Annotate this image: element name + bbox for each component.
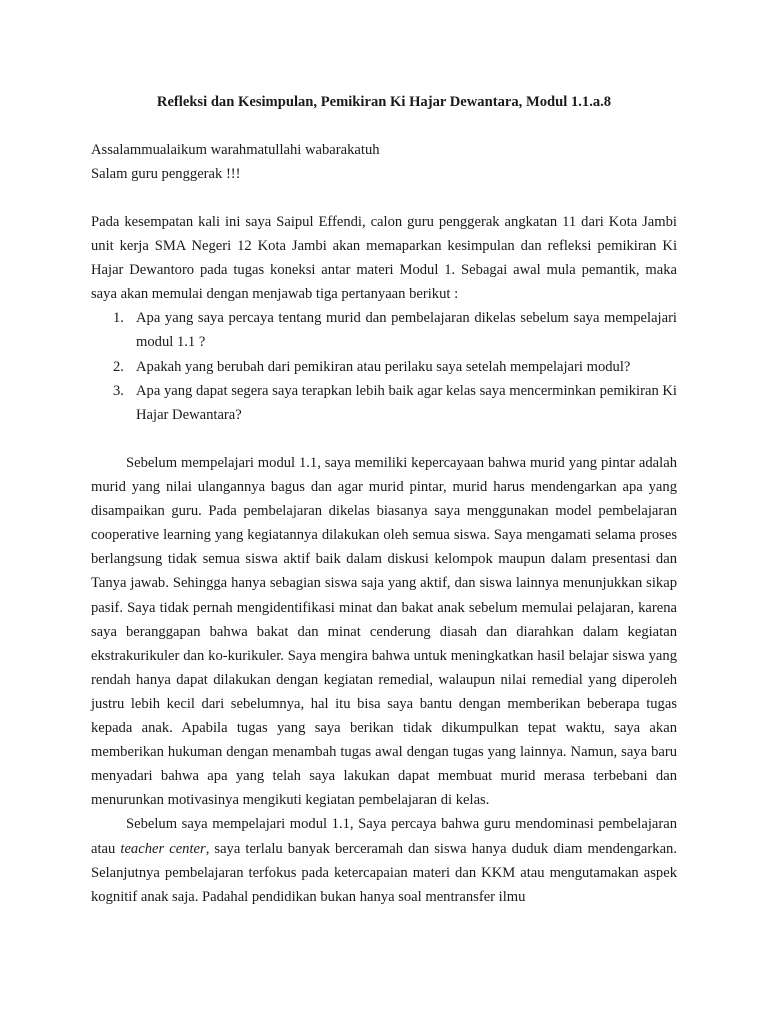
- list-item: [113, 355, 677, 379]
- paragraph-2-italic-term: teacher center: [120, 840, 206, 857]
- list-item: [113, 306, 677, 354]
- greeting-block: [91, 138, 677, 186]
- list-number: 2.: [113, 358, 124, 375]
- paragraph-2-text-before: Sebelum saya mempelajari modul 1.1, Saya percaya bahwa guru mendominasi pembelajaran atau: [91, 816, 677, 857]
- greeting-line-2: Salam guru penggerak !!!: [91, 166, 241, 183]
- body-paragraph-2: [91, 812, 677, 908]
- list-item-text: Apakah yang berubah dari pemikiran atau perilaku saya setelah mempelajari modul?: [136, 358, 631, 375]
- intro-section: [91, 210, 677, 427]
- list-item: [113, 379, 677, 427]
- list-number: 1.: [113, 310, 124, 327]
- question-list: [91, 306, 677, 426]
- list-item-text: Apa yang dapat segera saya terapkan lebih baik agar kelas saya mencerminkan pemikiran Ki Hajar Dewantara?: [136, 382, 677, 423]
- document-title: Refleksi dan Kesimpulan, Pemikiran Ki Hajar Dewantara, Modul 1.1.a.8: [156, 94, 612, 110]
- body-section: [91, 451, 677, 909]
- greeting-line-1: Assalammualaikum warahmatullahi wabarakatuh: [91, 142, 380, 158]
- paragraph-2-text-after: , saya terlalu banyak berceramah dan siswa hanya duduk diam mendengarkan. Selanjutnya pembelajaran terfokus pada ketercapaian materi dan KKM atau mengutamakan aspek kognitif anak saja. Padahal pendidikan bukan hanya soal mentransfer ilmu: [91, 840, 677, 905]
- body-paragraph-1: Sebelum mempelajari modul 1.1, saya memiliki kepercayaan bahwa murid yang pintar adalah murid yang nilai ulangannya bagus dan agar murid pintar, murid harus mendengarkan apa yang disampaikan guru. Pada pembelajaran dikelas biasanya saya menggunakan model pembelajaran cooperative learning yang kegiatannya dilakukan oleh semua siswa. Saya mengamati selama proses berlangsung tidak semua siswa aktif baik dalam diskusi kelompok maupun dalam presentasi dan Tanya jawab. Sehingga hanya sebagian siswa saja yang aktif, dan siswa lainnya menunjukkan sikap pasif. Saya tidak pernah mengidentifikasi minat dan bakat anak sebelum memulai pelajaran, karena saya beranggapan bahwa bakat dan minat cenderung diasah dan diarahkan dalam kegiatan ekstrakurikuler dan ko-kurikuler. Saya mengira bahwa untuk meningkatkan hasil belajar siswa yang rendah hanya dapat dilakukan dengan kegiatan remedial, walaupun nilai remedial yang diperoleh justru lebih kecil dari sebelumnya, hal itu bisa saya bantu dengan memberikan beberapa tugas kepada anak. Apabila tugas yang saya berikan tidak dikumpulkan tepat waktu, saya akan memberikan hukuman dengan menambah tugas awal dengan tugas yang lainnya. Namun, saya baru menyadari bahwa apa yang telah saya lakukan dapat membuat murid merasa terbebani dan menurunkan motivasinya mengikuti kegiatan pembelajaran di kelas.: [91, 455, 677, 809]
- intro-paragraph: Pada kesempatan kali ini saya Saipul Effendi, calon guru penggerak angkatan 11 dari Kota Jambi unit kerja SMA Negeri 12 Kota Jambi akan memaparkan kesimpulan dan refleksi pemikiran Ki Hajar Dewantoro pada tugas koneksi antar materi Modul 1. Sebagai awal mula pemantik, maka saya akan memulai dengan menjawab tiga pertanyaan berikut :: [91, 214, 677, 303]
- list-number: 3.: [113, 382, 124, 399]
- list-item-text: Apa yang saya percaya tentang murid dan pembelajaran dikelas sebelum saya mempelajari modul 1.1 ?: [136, 310, 677, 351]
